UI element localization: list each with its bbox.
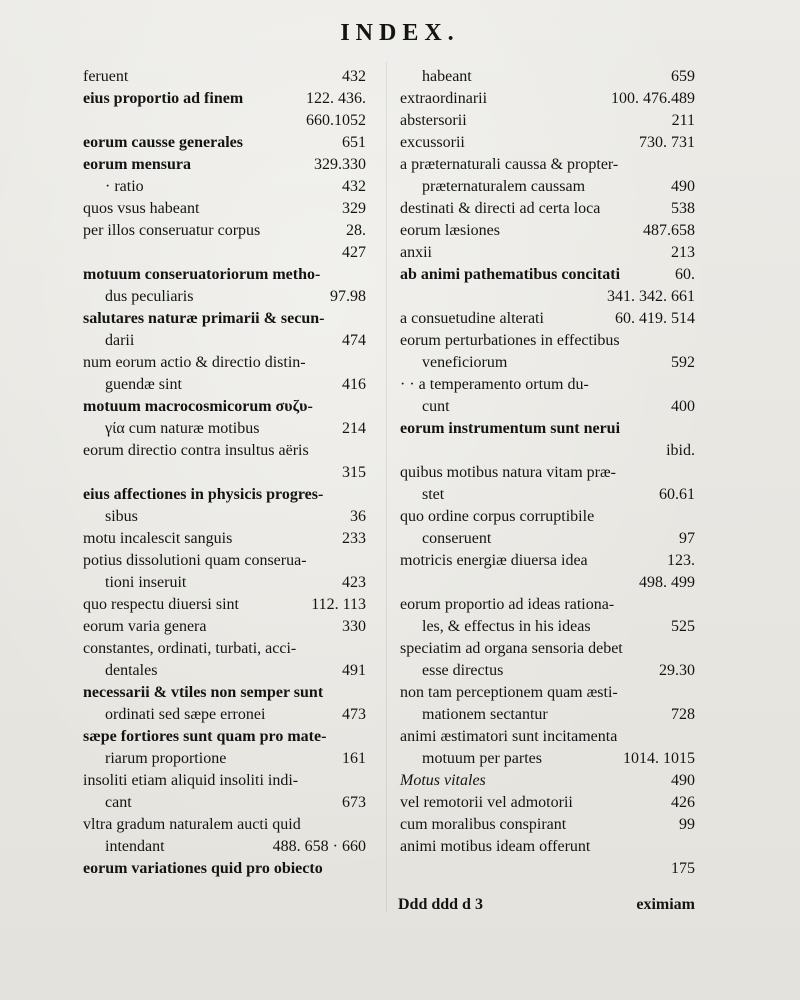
index-entry xyxy=(400,660,695,682)
entry-page-number: 123. xyxy=(667,552,695,569)
entry-text: speciatim ad organa sensoria debet xyxy=(400,640,623,657)
entry-text: insoliti etiam aliquid insoliti indi- xyxy=(83,772,299,789)
page-title: INDEX. xyxy=(340,20,460,46)
index-entry xyxy=(400,726,695,748)
entry-page-number: 651 xyxy=(342,134,366,151)
index-entry xyxy=(400,308,695,330)
index-entry xyxy=(83,132,366,154)
index-entry xyxy=(400,638,695,660)
index-entry xyxy=(400,396,695,418)
entry-text: destinati & directi ad certa loca xyxy=(400,200,601,217)
index-entry xyxy=(83,814,366,836)
entry-text: eius proportio ad finem xyxy=(83,90,244,107)
page-footer xyxy=(398,896,695,914)
entry-page-number: 423 xyxy=(342,574,366,591)
entry-page-number xyxy=(689,638,695,660)
catchword: eximiam xyxy=(636,896,695,913)
index-entry xyxy=(83,572,366,594)
entry-text: cunt xyxy=(422,398,450,415)
entry-text: les, & effectus in his ideas xyxy=(422,618,591,635)
column-divider xyxy=(386,62,387,912)
entry-page-number xyxy=(360,550,366,572)
entry-page-number: 97 xyxy=(679,530,695,547)
entry-text: guendæ sint xyxy=(105,376,182,393)
index-entry xyxy=(400,616,695,638)
entry-text: motuum conseruatoriorum metho- xyxy=(83,266,321,283)
entry-page-number: 490 xyxy=(671,772,695,789)
index-entry xyxy=(83,660,366,682)
index-entry xyxy=(400,220,695,242)
entry-page-number: 432 xyxy=(342,68,366,85)
entry-text: riarum proportione xyxy=(105,750,227,767)
entry-text: per illos conseruatur corpus xyxy=(83,222,261,239)
index-entry xyxy=(83,154,366,176)
index-entry xyxy=(400,154,695,176)
entry-text: habeant xyxy=(422,68,472,85)
index-entry xyxy=(83,176,366,198)
index-entry xyxy=(83,308,366,330)
entry-text: extraordinarii xyxy=(400,90,488,107)
entry-text: eorum læsiones xyxy=(400,222,500,239)
entry-text: quibus motibus natura vitam præ- xyxy=(400,464,616,481)
entry-text: γία cum naturæ motibus xyxy=(105,420,260,437)
entry-page-number: 498. 499 xyxy=(639,574,695,591)
entry-text: excussorii xyxy=(400,134,465,151)
entry-text: cant xyxy=(105,794,132,811)
entry-page-number: 329 xyxy=(342,200,366,217)
entry-page-number: 60. xyxy=(675,266,695,283)
entry-page-number: 730. 731 xyxy=(639,134,695,151)
index-column-right xyxy=(400,66,695,880)
entry-page-number xyxy=(360,352,366,374)
index-entry xyxy=(83,374,366,396)
entry-text: constantes, ordinati, turbati, acci- xyxy=(83,640,297,657)
entry-page-number: 491 xyxy=(342,662,366,679)
index-entry xyxy=(83,770,366,792)
entry-page-number: 211 xyxy=(671,112,695,129)
entry-page-number: 112. 113 xyxy=(311,596,366,613)
entry-page-number: 36 xyxy=(350,508,366,525)
entry-text: dentales xyxy=(105,662,158,679)
index-entry xyxy=(400,572,695,594)
entry-page-number: 1014. 1015 xyxy=(623,750,695,767)
index-entry xyxy=(83,286,366,308)
index-entry xyxy=(83,484,366,506)
entry-text: a consuetudine alterati xyxy=(400,310,544,327)
entry-page-number xyxy=(360,264,366,286)
entry-page-number: 99 xyxy=(679,816,695,833)
index-entry xyxy=(400,176,695,198)
entry-page-number xyxy=(689,330,695,352)
entry-text: dus peculiaris xyxy=(105,288,194,305)
index-entry xyxy=(83,220,366,242)
entry-text: conseruent xyxy=(422,530,492,547)
entry-page-number: 330 xyxy=(342,618,366,635)
entry-page-number: 97.98 xyxy=(330,288,366,305)
entry-page-number: 432 xyxy=(342,178,366,195)
index-entry xyxy=(400,682,695,704)
index-entry xyxy=(83,418,366,440)
entry-text: eorum variationes quid pro obiecto xyxy=(83,860,323,877)
signature-mark: Ddd ddd d 3 xyxy=(398,896,483,913)
entry-text: stet xyxy=(422,486,445,503)
entry-text: eorum proportio ad ideas rationa- xyxy=(400,596,615,613)
index-entry xyxy=(83,726,366,748)
entry-text: motuum macrocosmicorum συζυ- xyxy=(83,398,313,415)
entry-page-number: 341. 342. 661 xyxy=(607,288,695,305)
index-entry xyxy=(83,638,366,660)
entry-text: abstersorii xyxy=(400,112,467,129)
entry-page-number: 161 xyxy=(342,750,366,767)
entry-page-number: 659 xyxy=(671,68,695,85)
index-entry xyxy=(400,550,695,572)
entry-text: veneficiorum xyxy=(422,354,508,371)
entry-text: eorum perturbationes in effectibus xyxy=(400,332,620,349)
index-entry xyxy=(83,88,366,110)
index-entry xyxy=(400,242,695,264)
entry-page-number: 175 xyxy=(671,860,695,877)
entry-page-number xyxy=(360,308,366,330)
index-entry xyxy=(83,704,366,726)
entry-text: a præternaturali caussa & propter- xyxy=(400,156,619,173)
index-entry xyxy=(83,198,366,220)
entry-text: eorum causse generales xyxy=(83,134,243,151)
index-entry xyxy=(83,330,366,352)
entry-page-number xyxy=(360,440,366,462)
entry-text: intendant xyxy=(105,838,165,855)
entry-page-number xyxy=(360,858,366,880)
index-entry xyxy=(83,242,366,264)
entry-page-number: 488. 658 · 660 xyxy=(272,838,366,855)
entry-page-number: 329.330 xyxy=(314,156,366,173)
entry-page-number xyxy=(689,594,695,616)
index-entry xyxy=(83,462,366,484)
entry-page-number xyxy=(689,682,695,704)
entry-text: sæpe fortiores sunt quam pro mate- xyxy=(83,728,327,745)
entry-page-number xyxy=(689,374,695,396)
entry-text: animi motibus ideam offerunt xyxy=(400,838,591,855)
entry-text: eorum instrumentum sunt nerui xyxy=(400,420,621,437)
entry-text: præternaturalem caussam xyxy=(422,178,586,195)
entry-page-number: 60. 419. 514 xyxy=(615,310,695,327)
entry-text: motu incalescit sanguis xyxy=(83,530,233,547)
entry-page-number: 28. xyxy=(346,222,366,239)
entry-page-number: 538 xyxy=(671,200,695,217)
index-entry xyxy=(83,110,366,132)
entry-text: darii xyxy=(105,332,135,349)
entry-text: · · a temperamento ortum du- xyxy=(400,376,589,393)
index-entry xyxy=(400,264,695,286)
entry-page-number: 122. 436. xyxy=(306,90,366,107)
entry-text: quos vsus habeant xyxy=(83,200,200,217)
index-entry xyxy=(83,858,366,880)
entry-text: salutares naturæ primarii & secun- xyxy=(83,310,325,327)
entry-page-number xyxy=(360,484,366,506)
entry-page-number: 487.658 xyxy=(643,222,695,239)
index-entry xyxy=(83,396,366,418)
index-entry xyxy=(400,858,695,880)
entry-text: sibus xyxy=(105,508,138,525)
entry-text: mationem sectantur xyxy=(422,706,548,723)
entry-page-number: 416 xyxy=(342,376,366,393)
entry-text: quo ordine corpus corruptibile xyxy=(400,508,595,525)
index-entry xyxy=(400,286,695,308)
entry-text: num eorum actio & directio distin- xyxy=(83,354,306,371)
entry-page-number xyxy=(689,506,695,528)
entry-text: ab animi pathematibus concitati xyxy=(400,266,621,283)
entry-page-number xyxy=(689,418,695,440)
index-column-left xyxy=(83,66,366,880)
index-entry xyxy=(83,352,366,374)
index-entry xyxy=(400,352,695,374)
entry-page-number xyxy=(360,814,366,836)
entry-page-number: 315 xyxy=(342,464,366,481)
entry-page-number: 473 xyxy=(342,706,366,723)
entry-page-number xyxy=(360,726,366,748)
index-entry xyxy=(400,506,695,528)
entry-text: animi æstimatori sunt incitamenta xyxy=(400,728,618,745)
entry-text: vel remotorii vel admotorii xyxy=(400,794,573,811)
entry-page-number xyxy=(360,682,366,704)
entry-page-number: 525 xyxy=(671,618,695,635)
entry-text: eorum varia genera xyxy=(83,618,207,635)
entry-text: non tam perceptionem quam æsti- xyxy=(400,684,618,701)
entry-page-number: 426 xyxy=(671,794,695,811)
entry-text: ordinati sed sæpe erronei xyxy=(105,706,266,723)
entry-text: anxii xyxy=(400,244,432,261)
index-entry xyxy=(400,374,695,396)
index-entry xyxy=(400,792,695,814)
entry-text: eorum mensura xyxy=(83,156,191,173)
index-entry xyxy=(400,748,695,770)
index-entry xyxy=(400,528,695,550)
index-entry xyxy=(83,594,366,616)
entry-page-number: 400 xyxy=(671,398,695,415)
index-entry xyxy=(400,198,695,220)
entry-page-number: ibid. xyxy=(666,442,695,459)
index-entry xyxy=(400,770,695,792)
entry-text: eius affectiones in physicis progres- xyxy=(83,486,324,503)
entry-page-number xyxy=(360,638,366,660)
index-entry xyxy=(83,616,366,638)
entry-text: eorum directio contra insultus aëris xyxy=(83,442,309,459)
entry-text: cum moralibus conspirant xyxy=(400,816,567,833)
index-entry xyxy=(83,440,366,462)
index-entry xyxy=(83,792,366,814)
index-entry xyxy=(400,66,695,88)
entry-page-number: 214 xyxy=(342,420,366,437)
index-entry xyxy=(83,550,366,572)
entry-text: vltra gradum naturalem aucti quid xyxy=(83,816,301,833)
index-entry xyxy=(83,836,366,858)
index-entry xyxy=(83,66,366,88)
entry-page-number: 660.1052 xyxy=(306,112,366,129)
entry-page-number: 673 xyxy=(342,794,366,811)
index-entry xyxy=(400,836,695,858)
entry-text: quo respectu diuersi sint xyxy=(83,596,239,613)
entry-page-number: 427 xyxy=(342,244,366,261)
entry-text: potius dissolutioni quam conserua- xyxy=(83,552,307,569)
index-entry xyxy=(400,132,695,154)
entry-text: · ratio xyxy=(105,178,144,195)
index-entry xyxy=(400,704,695,726)
entry-page-number: 60.61 xyxy=(659,486,695,503)
entry-page-number: 29.30 xyxy=(659,662,695,679)
entry-page-number: 490 xyxy=(671,178,695,195)
entry-page-number xyxy=(689,726,695,748)
entry-text: motricis energiæ diuersa idea xyxy=(400,552,588,569)
entry-page-number xyxy=(360,770,366,792)
entry-text: esse directus xyxy=(422,662,504,679)
entry-page-number: 592 xyxy=(671,354,695,371)
entry-page-number xyxy=(689,462,695,484)
index-entry xyxy=(83,528,366,550)
index-entry xyxy=(400,462,695,484)
entry-page-number xyxy=(689,836,695,858)
entry-text: necessarii & vtiles non semper sunt xyxy=(83,684,324,701)
index-entry xyxy=(400,484,695,506)
index-entry xyxy=(400,594,695,616)
index-entry xyxy=(400,440,695,462)
entry-page-number: 728 xyxy=(671,706,695,723)
index-entry xyxy=(83,264,366,286)
entry-text: feruent xyxy=(83,68,129,85)
index-entry xyxy=(83,506,366,528)
index-entry xyxy=(83,748,366,770)
index-entry xyxy=(400,88,695,110)
entry-page-number: 233 xyxy=(342,530,366,547)
entry-page-number xyxy=(360,396,366,418)
index-entry xyxy=(400,418,695,440)
index-entry xyxy=(400,814,695,836)
entry-page-number: 474 xyxy=(342,332,366,349)
entry-page-number xyxy=(689,154,695,176)
index-entry xyxy=(83,682,366,704)
entry-page-number: 213 xyxy=(671,244,695,261)
entry-text: tioni inseruit xyxy=(105,574,187,591)
index-entry xyxy=(400,110,695,132)
index-entry xyxy=(400,330,695,352)
entry-text: motuum per partes xyxy=(422,750,542,767)
entry-page-number: 100. 476.489 xyxy=(611,90,695,107)
entry-text: Motus vitales xyxy=(400,772,486,789)
